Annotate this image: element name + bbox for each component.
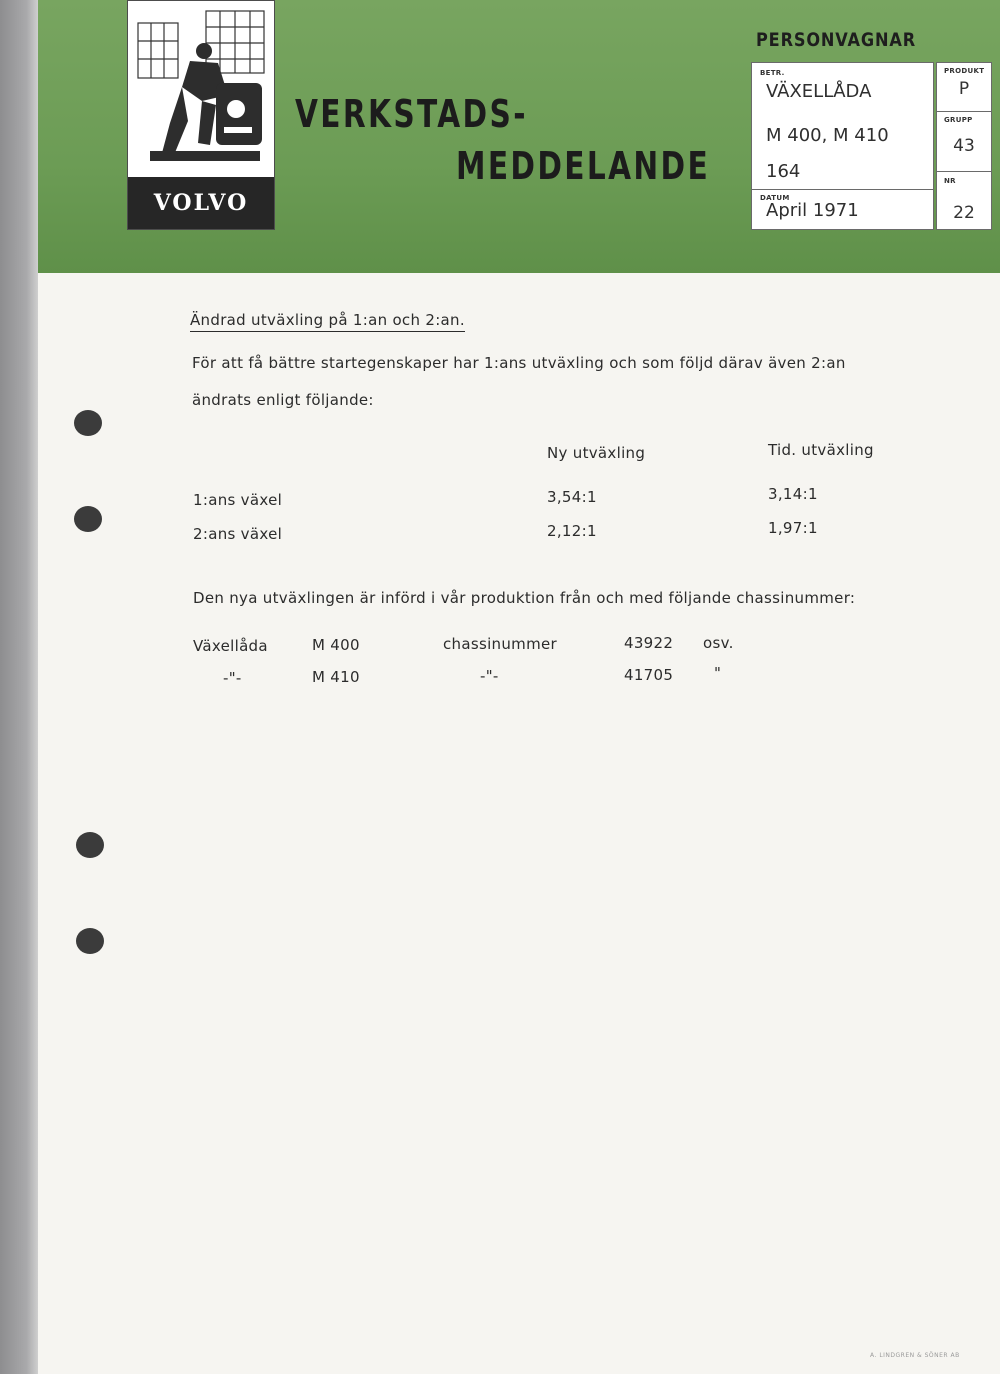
gear-previous-ratio: 3,14:1 <box>768 485 818 503</box>
punch-hole <box>74 506 102 532</box>
chassis-suffix: osv. <box>703 634 734 652</box>
chassis-number: 43922 <box>624 634 674 652</box>
side-divider <box>937 171 991 172</box>
vehicle-field: 164 <box>766 161 801 182</box>
chassis-number: 41705 <box>624 666 674 684</box>
chassis-label: -"- <box>480 667 499 685</box>
gear-new-ratio: 3,54:1 <box>547 488 597 506</box>
punch-hole <box>76 832 104 858</box>
grupp-value: 43 <box>953 136 975 156</box>
title-line-2: MEDDELANDE <box>456 144 711 188</box>
intro-line-1: För att få bättre startegenskaper har 1:ans utväxling och som följd därav även 2:an <box>192 354 846 372</box>
models-field: M 400, M 410 <box>766 125 889 146</box>
chassis-label: chassinummer <box>443 635 557 653</box>
produkt-value: P <box>958 79 970 99</box>
column-previous-ratio: Tid. utväxling <box>768 441 874 459</box>
gear-previous-ratio: 1,97:1 <box>768 519 818 537</box>
column-new-ratio: Ny utväxling <box>547 444 646 462</box>
gear-label: 2:ans växel <box>193 525 283 543</box>
chassis-item: Växellåda <box>193 637 268 655</box>
subject-field: VÄXELLÅDA <box>766 81 872 102</box>
chassis-model: M 400 <box>312 636 360 654</box>
punch-hole <box>74 410 102 436</box>
info-box <box>751 62 934 230</box>
side-divider <box>937 111 991 112</box>
bulletin-heading: Ändrad utväxling på 1:an och 2:an. <box>190 311 465 332</box>
produkt-label: PRODUKT <box>944 67 985 75</box>
nr-label: NR <box>944 177 956 185</box>
grupp-label: GRUPP <box>944 116 973 124</box>
date-field: April 1971 <box>766 200 859 221</box>
binder-edge <box>0 0 38 1374</box>
punch-hole <box>76 928 104 954</box>
category-label: PERSONVAGNAR <box>756 29 916 51</box>
mechanic-illustration-icon <box>132 3 270 173</box>
betr-label: BETR. <box>760 69 785 77</box>
title-line-1: VERKSTADS- <box>295 92 528 136</box>
printer-mark: A. LINDGREN & SÖNER AB <box>870 1352 960 1359</box>
datum-label: DATUM <box>760 194 790 202</box>
chassis-model: M 410 <box>312 668 360 686</box>
production-line: Den nya utväxlingen är införd i vår produktion från och med följande chassinummer: <box>193 589 856 607</box>
volvo-logo: VOLVO <box>128 177 274 229</box>
intro-line-2: ändrats enligt följande: <box>192 391 374 409</box>
chassis-item: -"- <box>223 669 242 687</box>
volvo-logo-block <box>127 0 275 230</box>
chassis-suffix: " <box>714 664 722 682</box>
classification-box <box>936 62 992 230</box>
gear-new-ratio: 2,12:1 <box>547 522 597 540</box>
gear-label: 1:ans växel <box>193 491 283 509</box>
info-divider <box>752 189 933 190</box>
nr-value: 22 <box>953 203 975 223</box>
